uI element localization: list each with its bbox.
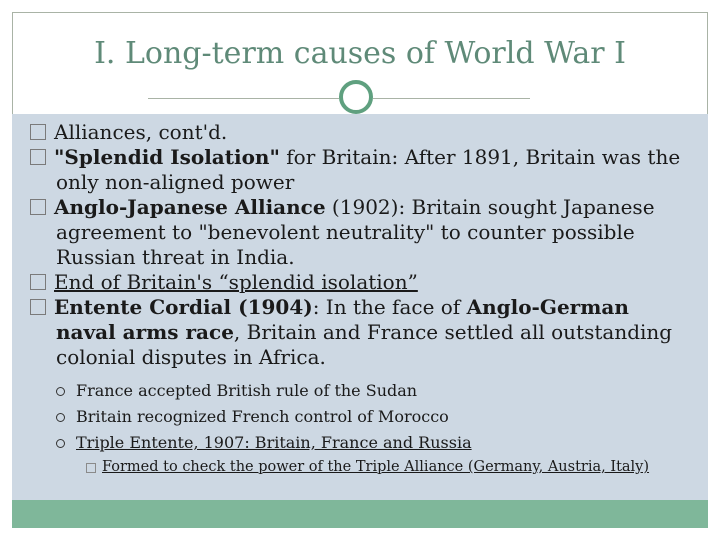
bullet-4: End of Britain's “splendid isolation” — [30, 270, 690, 295]
bullet-3: Anglo-Japanese Alliance (1902): Britain sought Japanese agreement to "benevolent neutrality" to counter possible Russian threat in India. — [30, 195, 690, 270]
sub-bullet-3: Triple Entente, 1907: Britain, France and Russia — [30, 430, 690, 456]
sub-sub-bullet-1: Formed to check the power of the Triple Alliance (Germany, Austria, Italy) — [30, 456, 690, 478]
bullet-box-icon — [30, 274, 46, 290]
bullet-square-icon — [86, 463, 96, 473]
title-divider-right — [373, 98, 530, 99]
bullet-1: Alliances, cont'd. — [30, 120, 690, 145]
bullet-circle-icon — [56, 413, 65, 422]
bullet-5: Entente Cordial (1904): In the face of Anglo-German naval arms race, Britain and France settled all outstanding colonial disputes in Africa. — [30, 295, 690, 370]
bullet-box-icon — [30, 124, 46, 140]
bullet-box-icon — [30, 199, 46, 215]
title-divider-left — [148, 98, 339, 99]
circle-ornament — [339, 80, 373, 114]
sub-bullet-2: Britain recognized French control of Morocco — [30, 404, 690, 430]
slide-title: I. Long-term causes of World War I — [94, 36, 626, 71]
bullet-circle-icon — [56, 387, 65, 396]
sub-bullet-1: France accepted British rule of the Sudan — [30, 378, 690, 404]
bullet-list — [30, 120, 690, 478]
bottom-bar — [12, 500, 708, 528]
bullet-circle-icon — [56, 439, 65, 448]
bullet-box-icon — [30, 149, 46, 165]
bullet-2: "Splendid Isolation" for Britain: After 1891, Britain was the only non-aligned power — [30, 145, 690, 195]
bullet-box-icon — [30, 299, 46, 315]
